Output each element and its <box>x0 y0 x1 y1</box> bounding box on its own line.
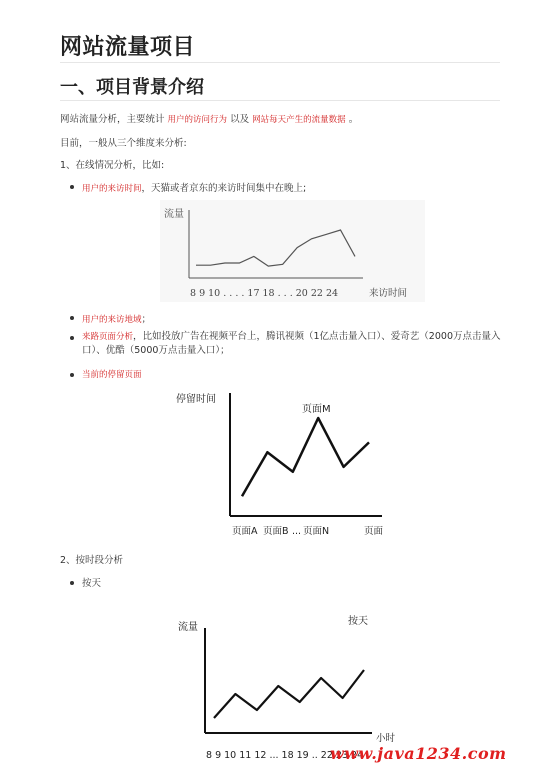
bullet-visit-time-highlight: 用户的来访时间 <box>82 184 142 194</box>
bullet-dot <box>70 581 74 585</box>
bullet-stay-page-highlight: 当前的停留页面 <box>82 370 142 380</box>
bullet-stay-page <box>82 368 142 380</box>
intro-paragraph <box>60 111 358 125</box>
stay-time-chart <box>172 388 412 540</box>
chart3-series-line <box>214 670 364 718</box>
bullet-visit-time <box>82 180 306 194</box>
page-title: 网站流量项目 <box>60 35 196 60</box>
title-divider <box>60 62 500 63</box>
bullet-dot <box>70 373 74 377</box>
bullet-dot <box>70 185 74 189</box>
chart3-y-label: 流量 <box>178 622 198 633</box>
item-time-period: 2、按时段分析 <box>60 555 124 566</box>
bullet-referrer-highlight: 来路页面分析 <box>82 332 134 342</box>
item-online-analysis: 1、在线情况分析，比如: <box>60 160 165 171</box>
bullet-referrer <box>82 330 502 358</box>
bullet-dot <box>70 336 74 340</box>
intro-mid: 以及 <box>230 114 250 125</box>
intro-prefix: 网站流量分析，主要统计 <box>60 114 165 125</box>
bullet-visit-region <box>82 311 151 325</box>
chart2-peak-label: 页面M <box>302 404 331 415</box>
chart2-x-label-page: 页面 <box>364 526 384 537</box>
chart1-tick-labels: 8 9 10 . . . . 17 18 . . . 20 22 24 <box>190 288 339 299</box>
intro-highlight-traffic: 网站每天产生的流量数据 <box>252 115 346 125</box>
section-heading: 一、项目背景介绍 <box>60 77 204 98</box>
chart2-x-label-b: 页面B <box>263 526 289 537</box>
daily-traffic-chart <box>172 608 412 760</box>
chart1-x-label: 来访时间 <box>369 288 408 299</box>
bullet-visit-time-text: ，天猫或者京东的来访时间集中在晚上; <box>141 183 307 194</box>
section-divider <box>60 100 500 101</box>
intro-suffix: 。 <box>348 114 359 125</box>
bullet-visit-region-highlight: 用户的来访地域 <box>82 315 142 325</box>
bullet-visit-region-text: ； <box>141 314 152 325</box>
bullet-referrer-text: ，比如投放广告在视频平台上，腾讯视频（1亿点击量入口）、爱奇艺（2000万点击量入口）、优酷（5000万点击量入口）； <box>82 331 501 356</box>
intro-highlight-behavior: 用户的访问行为 <box>167 115 228 125</box>
watermark: www.java1234.com <box>330 744 507 763</box>
chart2-x-label-a: 页面A <box>232 526 258 537</box>
chart1-background <box>160 200 425 302</box>
chart3-corner-label: 按天 <box>348 616 368 627</box>
bullet-by-day: 按天 <box>82 578 102 589</box>
chart1-y-label: 流量 <box>164 209 184 220</box>
chart2-series-line <box>242 418 369 496</box>
chart2-y-label: 停留时间 <box>176 394 216 405</box>
bullet-dot <box>70 316 74 320</box>
chart3-tick-labels: 8 9 10 11 12 ... 18 19 .. 22 23 24 <box>206 750 364 760</box>
chart3-x-label: 小时 <box>376 733 396 744</box>
chart2-x-label-ellipsis: ... <box>292 526 302 537</box>
dimensions-line: 目前，一般从三个维度来分析: <box>60 138 187 149</box>
visit-time-chart <box>160 200 425 302</box>
chart2-x-label-n: 页面N <box>303 526 330 537</box>
